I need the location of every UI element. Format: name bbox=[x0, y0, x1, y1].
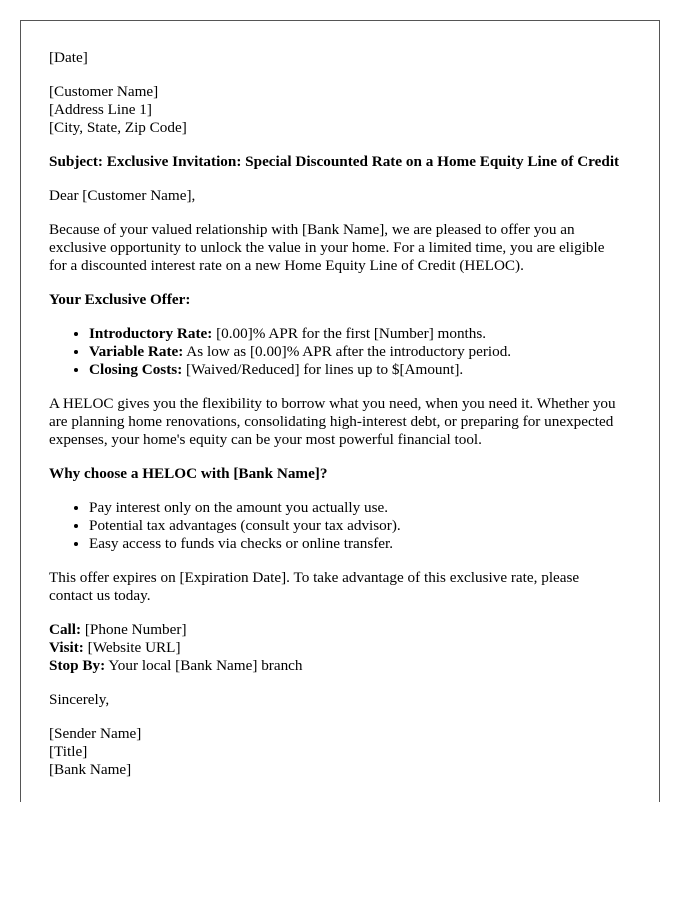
recipient-address bbox=[49, 83, 624, 137]
letter-content bbox=[49, 49, 624, 795]
offer-item-label: Variable Rate: bbox=[89, 343, 184, 360]
heloc-paragraph: A HELOC gives you the flexibility to borrow what you need, when you need it. Whether you are planning home renovations, consolidating high-interest debt, or preparing for unexpected expenses, your home's equity can be your most powerful financial tool. bbox=[49, 395, 616, 448]
letter-page bbox=[20, 20, 660, 802]
date: [Date] bbox=[49, 49, 88, 66]
offer-item-label: Introductory Rate: bbox=[89, 325, 213, 342]
why-item: • Potential tax advantages (consult your tax advisor). bbox=[89, 517, 624, 535]
contact-visit-label: Visit: bbox=[49, 639, 84, 656]
why-list bbox=[49, 499, 624, 553]
offer-heading: Your Exclusive Offer: bbox=[49, 291, 191, 308]
closing: Sincerely, bbox=[49, 691, 110, 708]
recipient-address-line-1: [Address Line 1] bbox=[49, 101, 152, 118]
contact-visit bbox=[49, 639, 624, 657]
offer-item-text: [Waived/Reduced] for lines up to $[Amount]. bbox=[182, 361, 464, 378]
offer-list bbox=[49, 325, 624, 379]
subject-line: Subject: Exclusive Invitation: Special Discounted Rate on a Home Equity Line of Credit bbox=[49, 153, 620, 170]
why-item: • Pay interest only on the amount you actually use. bbox=[89, 499, 624, 517]
offer-item-closing-costs bbox=[89, 361, 624, 379]
sender-block bbox=[49, 725, 624, 779]
contact-block bbox=[49, 621, 624, 675]
contact-stop-label: Stop By: bbox=[49, 657, 106, 674]
contact-visit-value: [Website URL] bbox=[83, 639, 181, 656]
offer-item-introductory-rate bbox=[89, 325, 624, 343]
sender-title: [Title] bbox=[49, 743, 88, 760]
recipient-city-state-zip: [City, State, Zip Code] bbox=[49, 119, 187, 136]
why-item: • Easy access to funds via checks or online transfer. bbox=[89, 535, 624, 553]
contact-stop-by bbox=[49, 657, 624, 675]
contact-stop-value: Your local [Bank Name] branch bbox=[105, 657, 303, 674]
contact-call-value: [Phone Number] bbox=[81, 621, 187, 638]
sender-bank: [Bank Name] bbox=[49, 761, 132, 778]
intro-paragraph: Because of your valued relationship with [Bank Name], we are pleased to offer you an exclusive opportunity to unlock the value in your home. For a limited time, you are eligible for a discounted interest rate on a new Home Equity Line of Credit (HELOC). bbox=[49, 221, 605, 274]
offer-item-text: [0.00]% APR for the first [Number] months. bbox=[212, 325, 487, 342]
offer-item-text: As low as [0.00]% APR after the introductory period. bbox=[183, 343, 512, 360]
salutation: Dear [Customer Name], bbox=[49, 187, 196, 204]
offer-item-variable-rate bbox=[89, 343, 624, 361]
offer-item-label: Closing Costs: bbox=[89, 361, 183, 378]
expiry-paragraph: This offer expires on [Expiration Date]. To take advantage of this exclusive rate, please contact us today. bbox=[49, 569, 580, 604]
why-heading: Why choose a HELOC with [Bank Name]? bbox=[49, 465, 328, 482]
recipient-name: [Customer Name] bbox=[49, 83, 159, 100]
contact-call-label: Call: bbox=[49, 621, 82, 638]
sender-name: [Sender Name] bbox=[49, 725, 142, 742]
contact-call bbox=[49, 621, 624, 639]
